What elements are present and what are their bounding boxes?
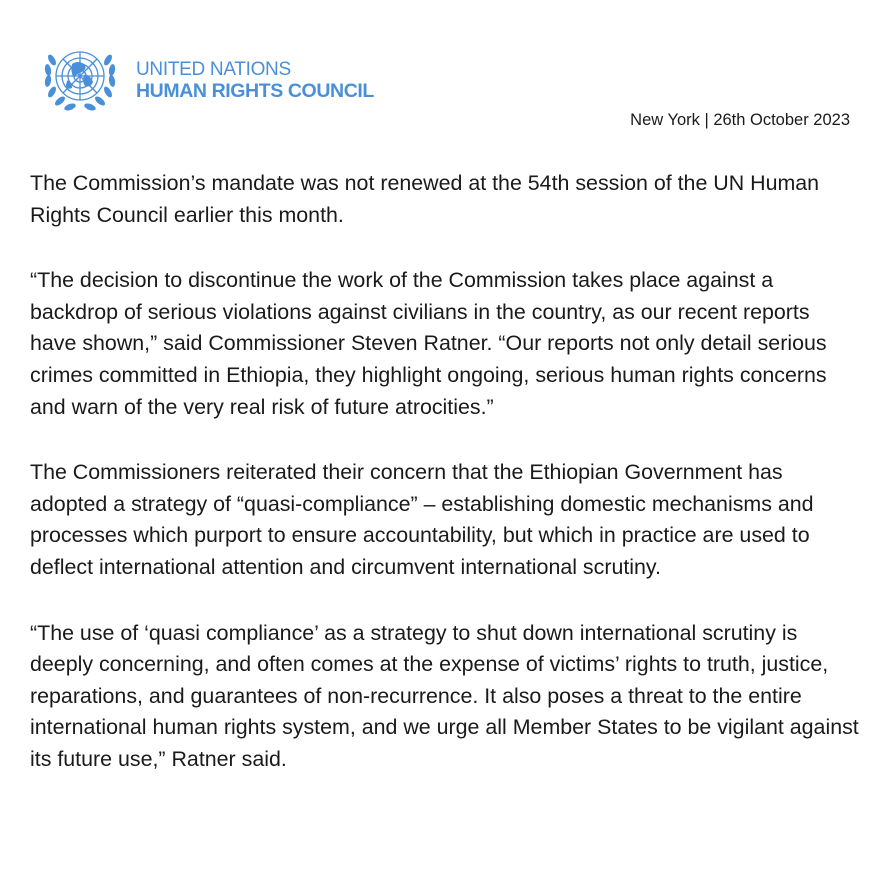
paragraph: The Commissioners reiterated their concern that the Ethiopian Government has adopted a strategy of “quasi-compliance” – establishing domestic mechanisms and processes which purport to ensure accountability, but which in practice are used to deflect international attention and circumvent international scrutiny.: [30, 460, 814, 579]
org-name-line2: HUMAN RIGHTS COUNCIL: [136, 80, 374, 102]
org-name-line1: UNITED NATIONS: [136, 59, 291, 80]
paragraph: “The use of ‘quasi compliance’ as a strategy to shut down international scrutiny is deeply concerning, and often comes at the expense of victims’ rights to truth, justice, reparations, and guarantees of non-recurrence. It also poses a threat to the entire international human rights system, and we urge all Member States to be vigilant against its future use,” Ratner said.: [30, 620, 859, 771]
paragraph: “The decision to discontinue the work of the Commission takes place against a backdrop of serious violations against civilians in the country, as our recent reports have shown,” said Commissioner Steven Ratner. “Our reports not only detail serious crimes committed in Ethiopia, they highlight ongoing, serious human rights concerns and warn of the very real risk of future atrocities.”: [30, 268, 827, 419]
un-emblem-icon: [30, 38, 130, 118]
organization-name: [136, 60, 374, 102]
dateline: New York | 26th October 2023: [630, 111, 850, 129]
statement-body: [30, 168, 860, 810]
paragraph: The Commission’s mandate was not renewed at the 54th session of the UN Human Rights Council earlier this month.: [30, 171, 820, 227]
